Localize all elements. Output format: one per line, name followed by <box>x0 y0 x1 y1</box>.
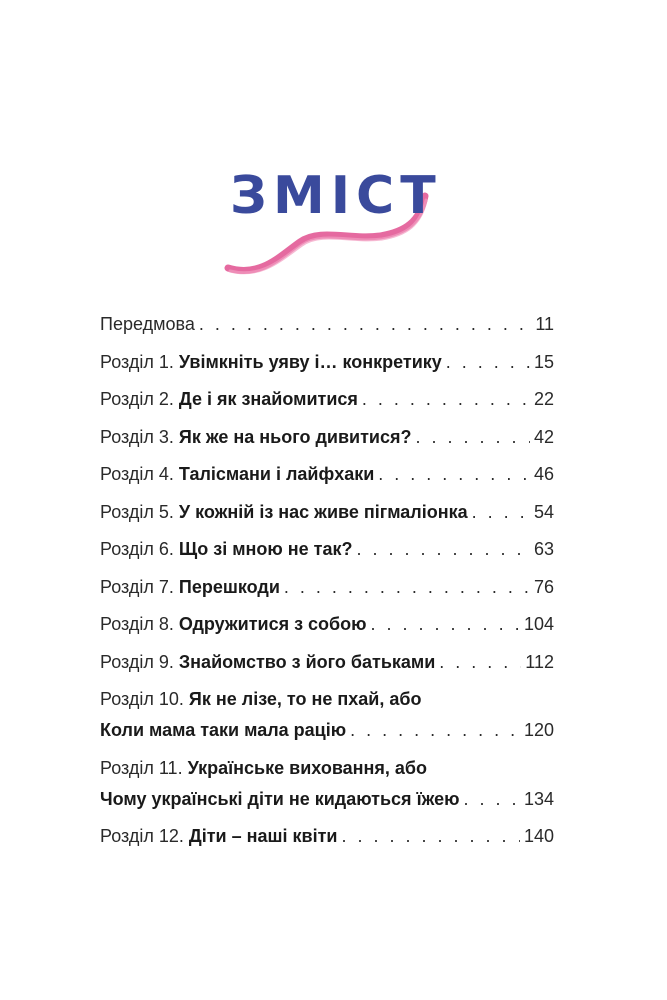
toc-page-number: 112 <box>525 651 554 672</box>
toc-chapter-number: Розділ 9. <box>100 651 174 672</box>
dot-leader <box>415 425 529 449</box>
toc-chapter-title: Перешкоди <box>178 576 280 597</box>
toc-page-number: 134 <box>523 788 554 809</box>
toc-page-number: 15 <box>533 351 554 372</box>
toc-entry-chapter-11-line-2[interactable] <box>100 787 554 825</box>
dot-leader <box>199 312 531 336</box>
dot-leader <box>284 575 530 599</box>
toc-entry-preface[interactable] <box>100 312 554 350</box>
toc-chapter-number: Розділ 5. <box>100 501 174 522</box>
toc-chapter-title: Де і як знайомитися <box>178 389 358 409</box>
toc-chapter-title: Знайомство з його батьками <box>178 651 436 672</box>
toc-entry-chapter-11-line-1[interactable] <box>100 756 554 787</box>
toc-chapter-number: Розділ 12. <box>100 826 184 846</box>
toc-chapter-title: Що зі мною не так? <box>178 539 353 559</box>
toc-chapter-number: Розділ 8. <box>100 614 174 634</box>
toc-entry-chapter-8[interactable] <box>100 612 554 650</box>
toc-entry-chapter-10-line-1[interactable] <box>100 687 554 718</box>
toc-chapter-number: Розділ 6. <box>100 539 174 559</box>
toc-page-number: 63 <box>533 539 554 559</box>
toc-page-number: 120 <box>523 720 554 740</box>
table-of-contents <box>100 312 554 862</box>
toc-chapter-subtitle: Коли мама таки мала рацію <box>100 720 347 740</box>
toc-page-number: 104 <box>523 614 554 634</box>
toc-entry-chapter-12[interactable] <box>100 824 554 862</box>
toc-chapter-title: Як не лізе, то не пхай, або <box>188 689 422 709</box>
toc-page-number: 54 <box>533 501 554 522</box>
toc-entry-chapter-10-line-2[interactable] <box>100 718 554 756</box>
title-block <box>220 160 440 290</box>
toc-chapter-title: Як же на нього дивитися? <box>178 426 412 447</box>
toc-chapter-title: Українське виховання, або <box>187 757 428 778</box>
toc-chapter-number: Розділ 1. <box>100 351 174 372</box>
toc-chapter-number: Розділ 11. <box>100 757 183 778</box>
toc-entry-chapter-6[interactable] <box>100 537 554 575</box>
toc-page-number: 42 <box>533 426 554 447</box>
toc-page-number: 140 <box>523 826 554 846</box>
page-title: ЗМІСТ <box>230 166 442 226</box>
toc-entry-chapter-5[interactable] <box>100 500 554 538</box>
toc-chapter-number: Розділ 2. <box>100 389 174 409</box>
dot-leader <box>362 387 530 411</box>
toc-chapter-number: Розділ 7. <box>100 576 174 597</box>
toc-label: Передмова <box>100 314 195 334</box>
toc-entry-chapter-7[interactable] <box>100 575 554 613</box>
toc-chapter-number: Розділ 4. <box>100 464 174 484</box>
toc-chapter-title: Талісмани і лайфхаки <box>178 464 375 484</box>
toc-entry-chapter-3[interactable] <box>100 425 554 463</box>
toc-page-number: 46 <box>533 464 554 484</box>
toc-chapter-title: Увімкніть уяву і… конкретику <box>178 351 442 372</box>
toc-entry-chapter-2[interactable] <box>100 387 554 425</box>
toc-chapter-title: Одружитися з собою <box>178 614 367 634</box>
dot-leader <box>439 650 521 674</box>
dot-leader <box>446 350 530 374</box>
toc-entry-chapter-1[interactable] <box>100 350 554 388</box>
dot-leader <box>350 718 520 742</box>
dot-leader <box>378 462 530 486</box>
toc-chapter-number: Розділ 10. <box>100 689 184 709</box>
toc-page-number: 76 <box>533 576 554 597</box>
toc-entry-chapter-4[interactable] <box>100 462 554 500</box>
toc-page-number: 22 <box>533 389 554 409</box>
toc-chapter-title: У кожній із нас живе пігмаліонка <box>178 501 468 522</box>
toc-chapter-subtitle: Чому українські діти не кидаються їжею <box>100 788 460 809</box>
dot-leader <box>356 537 530 561</box>
toc-entry-chapter-9[interactable] <box>100 650 554 688</box>
dot-leader <box>371 612 520 636</box>
toc-chapter-number: Розділ 3. <box>100 426 174 447</box>
toc-chapter-title: Діти – наші квіти <box>188 826 338 846</box>
toc-page-number: 11 <box>535 314 554 334</box>
dot-leader <box>341 824 519 848</box>
dot-leader <box>472 500 530 524</box>
dot-leader <box>464 787 520 811</box>
